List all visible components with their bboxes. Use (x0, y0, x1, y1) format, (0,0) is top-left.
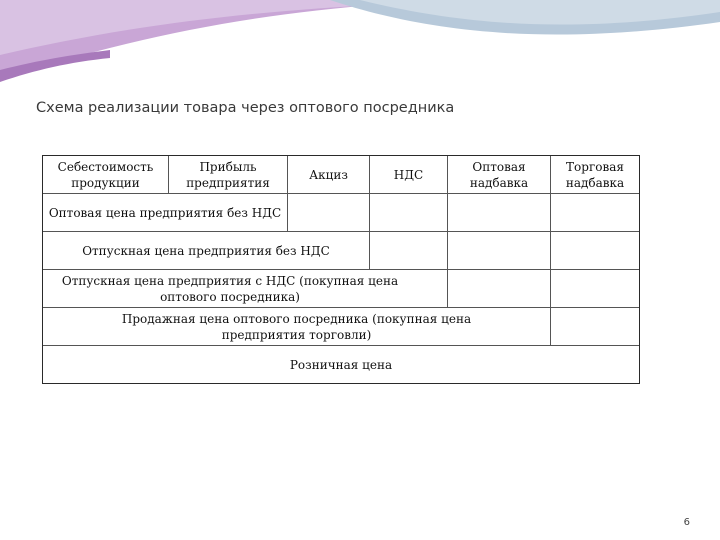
cell-wholesale-price-no-vat: Оптовая цена предприятия без НДС (43, 194, 288, 232)
cell-retail-price: Розничная цена (289, 357, 393, 372)
empty-cell (288, 194, 370, 232)
decorative-swoosh (0, 0, 720, 90)
cell-profit: Прибыль предприятия (169, 156, 288, 194)
empty-cell (370, 232, 448, 270)
empty-cell (448, 232, 551, 270)
cell-release-price-with-vat: Отпускная цена предприятия с НДС (покупная цена оптового посредника) (43, 270, 448, 308)
page-number: 6 (683, 517, 690, 528)
empty-cell (551, 270, 639, 308)
empty-cell (448, 270, 551, 308)
empty-cell (448, 194, 551, 232)
cell-wholesale-markup: Оптовая надбавка (448, 156, 551, 194)
cell-excise: Акциз (288, 156, 370, 194)
empty-cell (551, 194, 639, 232)
cell-selling-price-intermediary: Продажная цена оптового посредника (покупная цена предприятия торговли) (43, 308, 551, 346)
cell-cost: Себестоимость продукции (43, 156, 169, 194)
cell-release-price-no-vat: Отпускная цена предприятия без НДС (43, 232, 370, 270)
empty-cell (551, 232, 639, 270)
price-structure-table (42, 155, 640, 384)
slide-title: Схема реализации товара через оптового посредника (36, 100, 455, 116)
empty-cell (370, 194, 448, 232)
cell-vat: НДС (370, 156, 448, 194)
cell-trade-markup: Торговая надбавка (551, 156, 639, 194)
empty-cell (551, 308, 639, 346)
